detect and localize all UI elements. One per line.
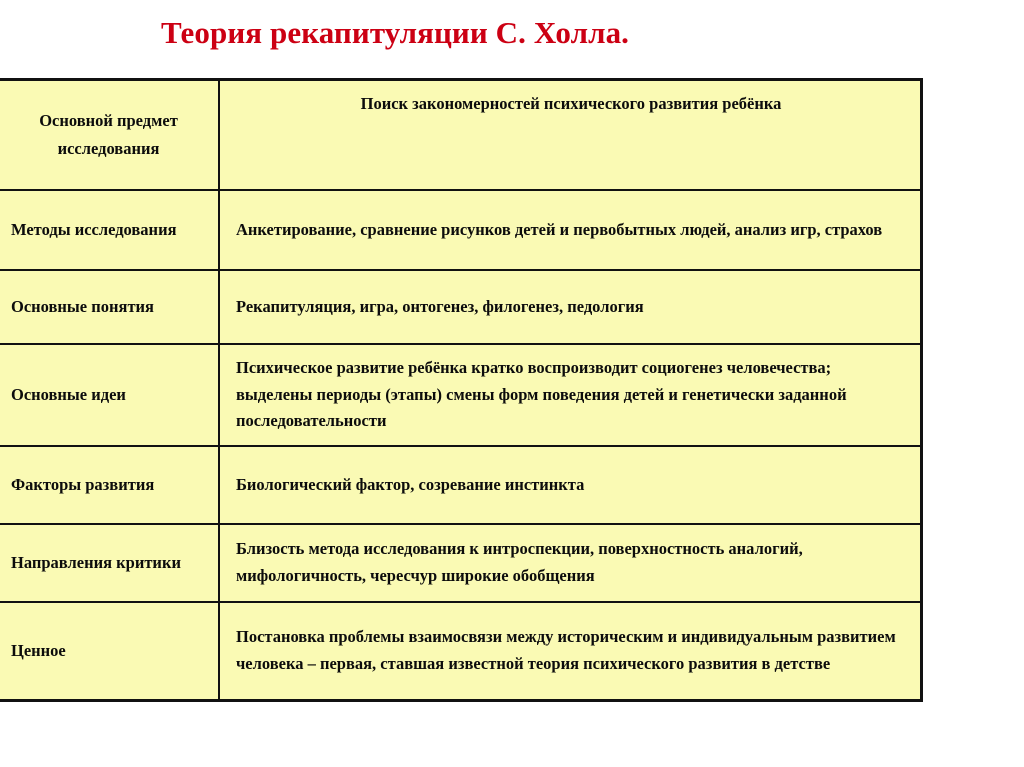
- theory-summary-table: [0, 79, 922, 701]
- table-row: [0, 524, 921, 602]
- row-value-criticism-directions: Близость метода исследования к интроспекции, поверхностность аналогий, мифологичность, чересчур широкие обобщения: [219, 524, 921, 602]
- page-title: Теория рекапитуляции С. Холла.: [160, 15, 630, 50]
- row-label-key-concepts: Основные понятия: [0, 270, 219, 344]
- row-value-subject-of-research: Поиск закономерностей психического развития ребёнка: [219, 80, 921, 190]
- row-value-key-concepts: Рекапитуляция, игра, онтогенез, филогенез, педология: [219, 270, 921, 344]
- row-value-key-ideas: Психическое развитие ребёнка кратко воспроизводит социогенез человечества; выделены периоды (этапы) смены форм поведения детей и генетически заданной последовательности: [219, 344, 921, 446]
- row-label-valuable-contribution: Ценное: [0, 602, 219, 700]
- table-body: [0, 80, 921, 700]
- row-value-valuable-contribution: Постановка проблемы взаимосвязи между историческим и индивидуальным развитием человека – первая, ставшая известной теория психического развития в детстве: [219, 602, 921, 700]
- row-label-key-ideas: Основные идеи: [0, 344, 219, 446]
- table-row: [0, 602, 921, 700]
- row-value-development-factors: Биологический фактор, созревание инстинкта: [219, 446, 921, 524]
- row-label-development-factors: Факторы развития: [0, 446, 219, 524]
- table-row: [0, 446, 921, 524]
- row-value-research-methods: Анкетирование, сравнение рисунков детей и первобытных людей, анализ игр, страхов: [219, 190, 921, 270]
- table-row: [0, 270, 921, 344]
- table-row: [0, 80, 921, 190]
- row-label-criticism-directions: Направления критики: [0, 524, 219, 602]
- row-label-subject-of-research: Основной предмет исследования: [0, 80, 219, 190]
- row-label-research-methods: Методы исследования: [0, 190, 219, 270]
- table-row: [0, 344, 921, 446]
- table-row: [0, 190, 921, 270]
